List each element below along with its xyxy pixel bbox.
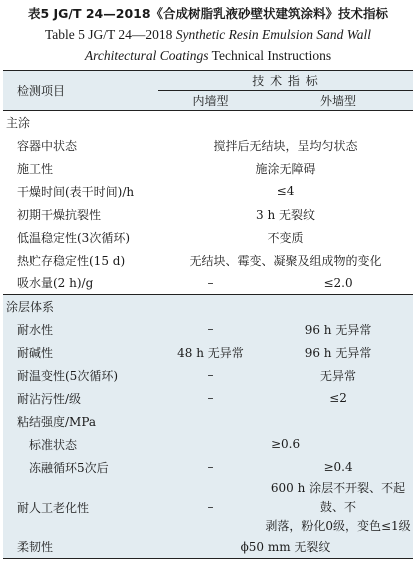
row-exterior: ≤2.0 <box>323 275 353 290</box>
row-label: 容器中状态 <box>17 138 78 153</box>
table-caption <box>0 0 416 66</box>
table-row <box>3 410 413 433</box>
row-exterior: ≤2 <box>329 391 347 405</box>
row-exterior-line1: 600 h 涂层不开裂、不起鼓、不 <box>270 480 406 514</box>
row-label: 施工性 <box>17 161 54 176</box>
caption-en-prefix: Table 5 JG/T 24—2018 <box>44 27 176 42</box>
table-row <box>3 157 413 180</box>
row-exterior-line2: 剥落，粉化0级，变色≤1级 <box>265 518 411 533</box>
tech-spec-table <box>3 70 413 559</box>
row-interior: 48 h 无异常 <box>177 345 244 360</box>
row-value: ≥0.6 <box>270 437 301 451</box>
table-row <box>3 180 413 203</box>
row-interior: – <box>207 368 214 382</box>
section-row-system <box>3 295 413 318</box>
row-value: ϕ50 mm 无裂纹 <box>240 540 331 555</box>
row-exterior <box>263 479 413 536</box>
table-row <box>3 318 413 341</box>
row-label: 耐水性 <box>17 322 54 337</box>
row-label: 粘结强度/MPa <box>17 414 97 429</box>
caption-zh: 表5 JG/T 24—2018《合成树脂乳液砂壁状建筑涂料》技术指标 <box>27 6 389 21</box>
row-interior: – <box>207 322 214 336</box>
row-value: 无结块、霉变、凝聚及组成物的变化 <box>189 253 382 268</box>
table-row <box>3 341 413 364</box>
caption-en-title-b: Architectural Coatings <box>84 48 209 63</box>
table-row <box>3 203 413 226</box>
row-label: 初期干燥抗裂性 <box>17 207 102 222</box>
section-row-main <box>3 111 413 134</box>
caption-en-title-a: Synthetic Resin Emulsion Sand Wall <box>175 27 372 42</box>
row-label: 吸水量(2 h)/g <box>17 276 94 291</box>
table-row <box>3 134 413 157</box>
table-row <box>3 536 413 559</box>
table-row <box>3 387 413 410</box>
row-value: 3 h 无裂纹 <box>256 207 315 222</box>
row-label: 耐沾污性/级 <box>17 391 82 406</box>
row-interior: – <box>207 460 214 474</box>
table-row <box>3 364 413 387</box>
header-exterior: 外墙型 <box>263 91 413 111</box>
table-row <box>3 433 413 456</box>
table-row <box>3 249 413 272</box>
row-label: 干燥时间(表干时间)/h <box>17 184 135 199</box>
header-interior: 内墙型 <box>158 91 263 111</box>
row-value: ≤4 <box>276 184 295 198</box>
row-value: 搅拌后无结块，呈均匀状态 <box>213 138 358 153</box>
row-label: 耐人工老化性 <box>17 500 90 515</box>
table-row <box>3 226 413 249</box>
row-interior: – <box>207 500 214 514</box>
row-value: 施涂无障碍 <box>255 161 316 176</box>
header-row-1 <box>3 71 413 91</box>
section-title-main: 主涂 <box>6 115 31 130</box>
row-exterior: ≥0.4 <box>323 460 353 474</box>
row-exterior: 96 h 无异常 <box>304 322 372 337</box>
row-label: 低温稳定性(3次循环) <box>17 230 130 245</box>
table-row <box>3 272 413 295</box>
row-interior: – <box>207 275 214 290</box>
row-label: 耐碱性 <box>17 345 54 360</box>
row-exterior: 无异常 <box>320 368 357 383</box>
row-label: 耐温变性(5次循环) <box>17 368 118 383</box>
header-item: 检测项目 <box>3 71 158 111</box>
row-label: 柔韧性 <box>17 540 54 555</box>
header-group: 技 术 指 标 <box>158 71 413 91</box>
caption-en-line2 <box>0 45 416 66</box>
row-exterior: 96 h 无异常 <box>304 345 372 360</box>
caption-en-suffix: Technical Instructions <box>208 48 332 63</box>
row-label: 标准状态 <box>29 437 78 452</box>
row-label: 冻融循环5次后 <box>29 460 109 475</box>
table-row <box>3 479 413 536</box>
row-interior: – <box>207 391 214 405</box>
row-label: 热贮存稳定性(15 d) <box>17 253 126 268</box>
section-title-system: 涂层体系 <box>6 299 55 314</box>
table-row <box>3 456 413 479</box>
row-value: 不变质 <box>267 230 304 245</box>
caption-en-line1 <box>0 24 416 45</box>
